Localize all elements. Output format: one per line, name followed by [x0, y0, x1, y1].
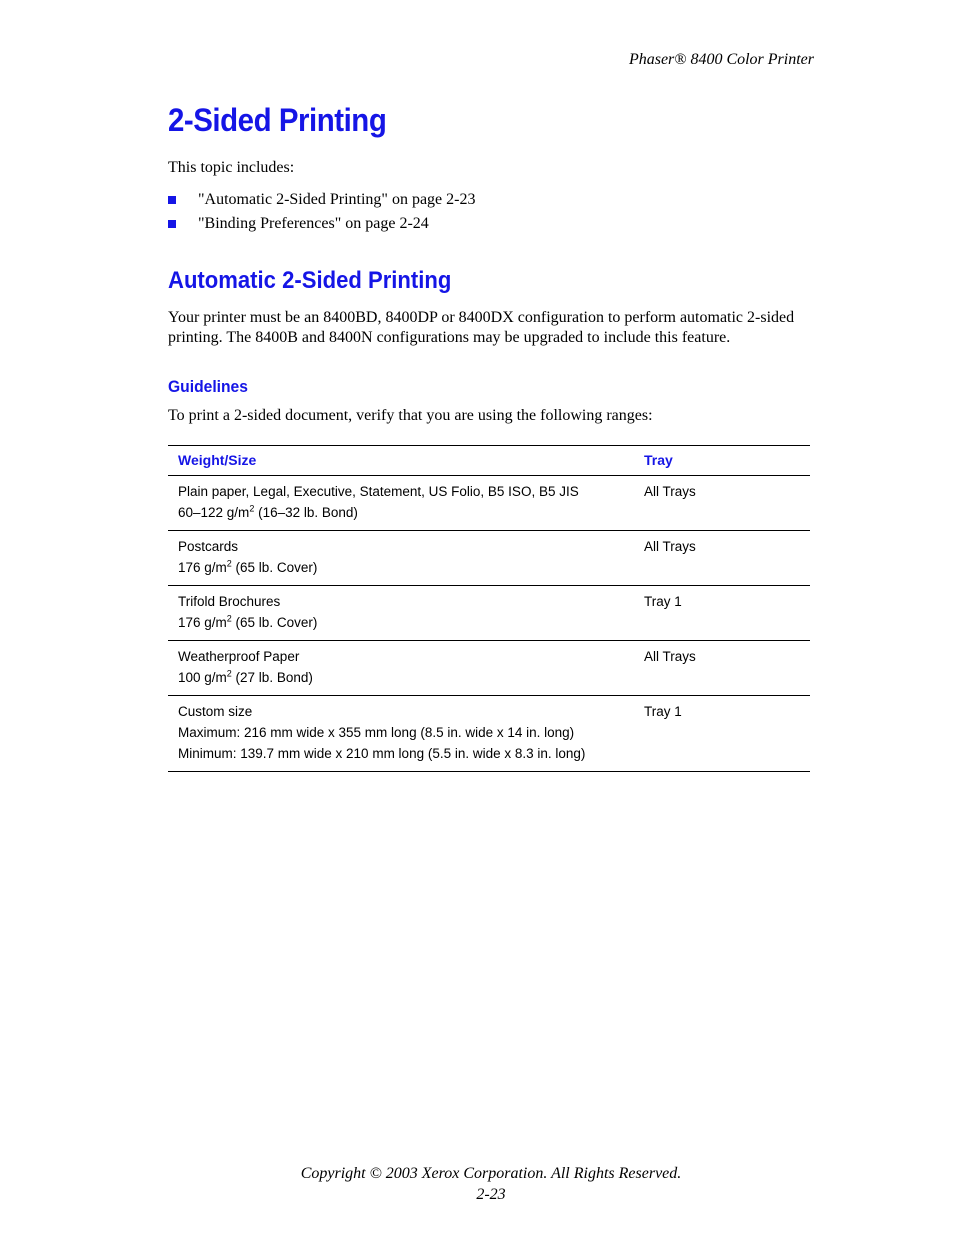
running-header: Phaser® 8400 Color Printer — [628, 51, 814, 68]
copyright-text: Copyright © 2003 Xerox Corporation. All Rights Reserved. — [300, 1165, 682, 1182]
paper-weight — [178, 502, 624, 523]
weight-size-cell — [168, 586, 634, 641]
table-header-row — [168, 446, 810, 476]
page-footer — [0, 1163, 954, 1205]
tray-cell: All Trays — [634, 641, 810, 696]
weight-equivalent: (65 lb. Cover) — [231, 615, 318, 630]
paper-weight — [178, 667, 624, 688]
weight-equivalent: (27 lb. Bond) — [231, 670, 313, 685]
table-row — [168, 641, 810, 696]
subsection-title: Guidelines — [168, 377, 248, 396]
table-row — [168, 476, 810, 531]
column-header-tray: Tray — [634, 446, 810, 476]
square-bullet-icon — [168, 196, 176, 204]
weight-value: 176 g/m — [178, 615, 227, 630]
page-content — [168, 100, 810, 772]
paper-type: Postcards — [178, 539, 239, 554]
weight-equivalent: (16–32 lb. Bond) — [254, 505, 358, 520]
tray-cell: All Trays — [634, 531, 810, 586]
table-row — [168, 696, 810, 772]
page-title: 2-Sided Printing — [168, 102, 387, 138]
square-bullet-icon — [168, 220, 176, 228]
ranges-table — [168, 445, 810, 772]
weight-size-cell — [168, 641, 634, 696]
weight-unit-exponent: 2 — [249, 503, 255, 514]
section-title: Automatic 2-Sided Printing — [168, 267, 452, 294]
paper-type: Custom size — [178, 704, 253, 719]
paper-weight — [178, 557, 624, 578]
paper-weight — [178, 612, 624, 633]
section-body: Your printer must be an 8400BD, 8400DP or 8400DX configuration to perform automatic 2-sided printing. The 8400B and 8400N configurations may be upgraded to include this feature. — [168, 309, 795, 346]
topic-link-automatic-2-sided[interactable] — [168, 188, 810, 212]
tray-cell: Tray 1 — [634, 586, 810, 641]
weight-value: 60–122 g/m — [178, 505, 250, 520]
size-minimum: Minimum: 139.7 mm wide x 210 mm long (5.5 in. wide x 8.3 in. long) — [178, 746, 586, 761]
weight-unit-exponent: 2 — [226, 668, 232, 679]
weight-size-cell — [168, 476, 634, 531]
table-row — [168, 531, 810, 586]
weight-value: 176 g/m — [178, 560, 227, 575]
subsection-body: To print a 2-sided document, verify that you are using the following ranges: — [168, 407, 653, 424]
paper-type: Plain paper, Legal, Executive, Statement, US Folio, B5 ISO, B5 JIS — [178, 484, 579, 499]
tray-cell: All Trays — [634, 476, 810, 531]
paper-type: Weatherproof Paper — [178, 649, 300, 664]
weight-size-cell — [168, 531, 634, 586]
topic-link-binding-preferences[interactable] — [168, 212, 810, 236]
topic-link-text: "Binding Preferences" on page 2-24 — [198, 215, 429, 232]
weight-equivalent: (65 lb. Cover) — [231, 560, 318, 575]
size-maximum: Maximum: 216 mm wide x 355 mm long (8.5 in. wide x 14 in. long) — [178, 725, 575, 740]
intro-text: This topic includes: — [168, 159, 295, 176]
topic-link-text: "Automatic 2-Sided Printing" on page 2-23 — [198, 191, 476, 208]
weight-unit-exponent: 2 — [226, 613, 232, 624]
paper-type: Trifold Brochures — [178, 594, 281, 609]
weight-size-cell — [168, 696, 634, 772]
page-number: 2-23 — [476, 1186, 506, 1203]
column-header-weight-size: Weight/Size — [168, 446, 634, 476]
table-row — [168, 586, 810, 641]
tray-cell: Tray 1 — [634, 696, 810, 772]
topic-list — [168, 188, 810, 236]
weight-unit-exponent: 2 — [226, 558, 232, 569]
weight-value: 100 g/m — [178, 670, 227, 685]
